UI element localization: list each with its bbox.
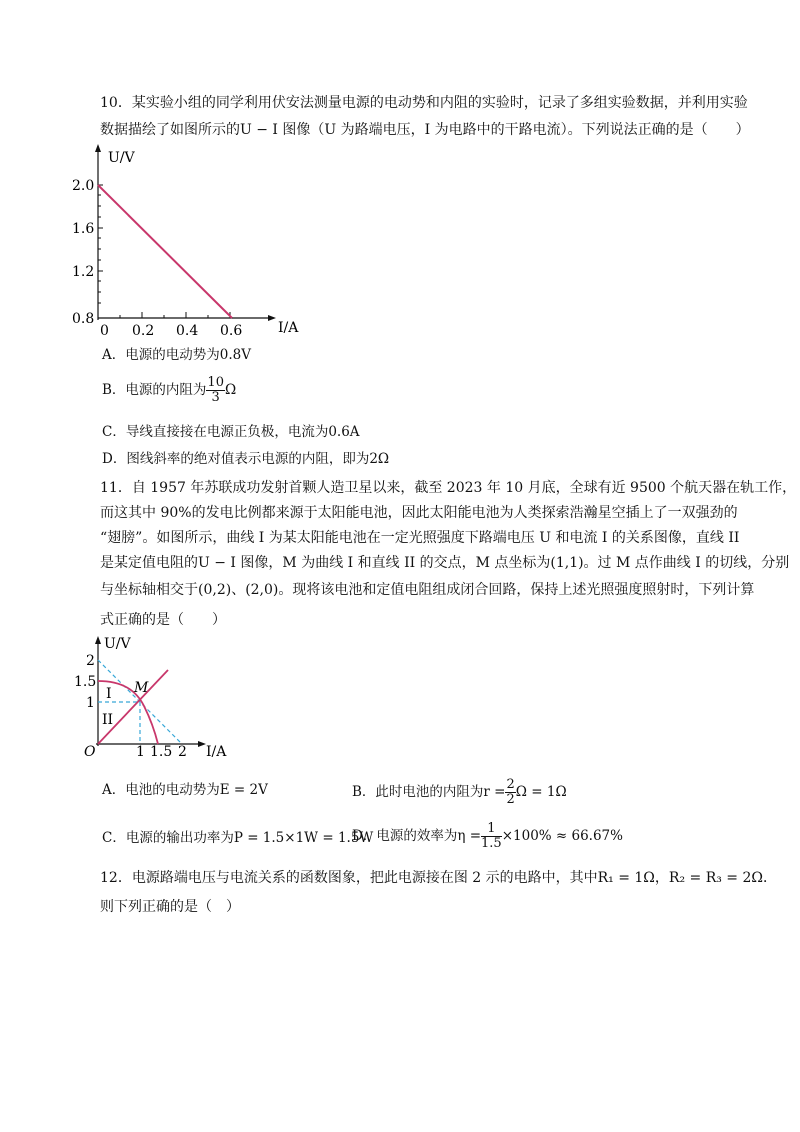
- q11-ui-graph: [74, 632, 262, 760]
- q11-x-tick-1: 1: [136, 744, 145, 760]
- q11-option-c: C．电源的输出功率为P = 1.5×1W = 1.5W: [102, 830, 374, 846]
- q10-y-tick-1.6: 1.6: [72, 221, 95, 237]
- q11-stem-line-1: 11．自 1957 年苏联成功发射首颗人造卫星以来，截至 2023 年 10 月底，全球有近 9500 个航天器在轨工作，: [100, 480, 797, 496]
- q10-x-tick-0.2: 0.2: [132, 323, 155, 339]
- q10-x-tick-0.6: 0.6: [220, 323, 243, 339]
- q10-ui-line: [98, 185, 232, 318]
- q10-stem-line-2: 数据描绘了如图所示的U − I 图像（U 为路端电压，I 为电路中的干路电流）。下列说法正确的是（ ）: [100, 122, 750, 138]
- q10-y-tick-2.0: 2.0: [72, 178, 95, 194]
- q10-option-d: D．图线斜率的绝对值表示电源的内阻，即为2Ω: [102, 451, 390, 467]
- q11-x-tick-1.5: 1.5: [150, 744, 173, 760]
- q11-y-tick-1.5: 1.5: [74, 674, 97, 690]
- q11-option-b-denominator: 2: [506, 792, 515, 807]
- q10-option-c: C．导线直接接在电源正负极，电流为0.6A: [102, 424, 360, 440]
- q11-stem-line-3: “翅膀”。如图所示，曲线 I 为某太阳能电池在一定光照强度下路端电压 U 和电流 I 的关系图像，直线 II: [100, 530, 740, 546]
- q10-y-major-ticks: [98, 185, 103, 271]
- q11-option-a: A．电池的电动势为E = 2V: [102, 782, 268, 798]
- q10-x-tick-0.4: 0.4: [176, 323, 199, 339]
- q11-x-tick-2: 2: [178, 744, 187, 760]
- q10-option-b-fraction: [206, 376, 225, 405]
- q11-option-b-text: B．此时电池的内阻为r =: [352, 784, 506, 800]
- q11-y-tick-2: 2: [86, 653, 95, 669]
- q10-x-ticks: [120, 312, 230, 318]
- q11-option-d: [352, 822, 623, 851]
- q10-y-arrow: [95, 144, 101, 152]
- q11-line-ii-label: II: [102, 712, 114, 728]
- q11-stem-line-5: 与坐标轴相交于(0,2)、(2,0)。现将该电池和定值电阻组成闭合回路，保持上述光照强度照射时，下列计算: [100, 582, 755, 598]
- q11-stem-line-6: 式正确的是（ ）: [100, 612, 226, 628]
- q10-option-b-denominator: 3: [211, 390, 220, 405]
- q10-option-b-numerator: 10: [207, 375, 224, 390]
- q11-option-d-denominator: 1.5: [481, 836, 502, 851]
- q11-y-tick-1: 1: [86, 695, 95, 711]
- q11-option-b-suffix: Ω = 1Ω: [515, 784, 567, 800]
- q11-option-b-numerator: 2: [506, 777, 515, 792]
- q11-option-b: [352, 778, 567, 807]
- q11-x-arrow: [198, 741, 206, 747]
- q11-stem-line-2: 而这其中 90%的发电比例都来源于太阳能电池，因此太阳能电池为人类探索浩瀚星空插上了一双强劲的: [100, 505, 738, 521]
- q10-option-b: [102, 376, 236, 405]
- q11-curve-i-label: I: [106, 686, 112, 702]
- q10-x-axis-label: I/A: [278, 320, 299, 336]
- q11-option-b-fraction: [505, 778, 515, 807]
- q10-x-arrow: [268, 315, 276, 321]
- q11-option-d-numerator: 1: [481, 822, 502, 837]
- q11-y-arrow: [95, 636, 101, 644]
- q10-stem-line-1: 10．某实验小组的同学利用伏安法测量电源的电动势和内阻的实验时，记录了多组实验数据，并利用实验: [100, 95, 748, 111]
- q10-option-b-text: B．电源的内阻为: [102, 382, 207, 398]
- q11-x-axis-label: I/A: [206, 744, 227, 760]
- q11-origin-label: O: [84, 744, 96, 760]
- q12-stem-line-1: 12．电源路端电压与电流关系的函数图象，把此电源接在图 2 示的电路中，其中R₁ = 1Ω，R₂ = R₃ = 2Ω．: [100, 870, 778, 886]
- q11-option-d-fraction: [481, 822, 502, 851]
- q10-y-tick-0.8: 0.8: [72, 311, 95, 327]
- q11-y-axis-label: U/V: [104, 636, 131, 652]
- q10-y-tick-1.2: 1.2: [72, 264, 95, 280]
- q10-option-b-unit: Ω: [224, 382, 237, 398]
- q12-stem-line-2: 则下列正确的是（ ）: [100, 899, 240, 915]
- q11-point-m-label: M: [134, 680, 149, 696]
- q11-stem-line-4: 是某定值电阻的U − I 图像，M 为曲线 I 和直线 II 的交点，M 点坐标为(1,1)。过 M 点作曲线 I 的切线，分别: [100, 555, 790, 571]
- q10-x-tick-0: 0: [100, 323, 109, 339]
- q11-option-d-suffix: ×100% ≈ 66.67%: [501, 828, 623, 844]
- q11-option-d-text: D．电源的效率为η =: [352, 828, 482, 844]
- q10-ui-graph: [70, 140, 330, 340]
- q10-y-axis-label: U/V: [108, 150, 135, 166]
- q10-option-a: A．电源的电动势为0.8V: [102, 347, 251, 363]
